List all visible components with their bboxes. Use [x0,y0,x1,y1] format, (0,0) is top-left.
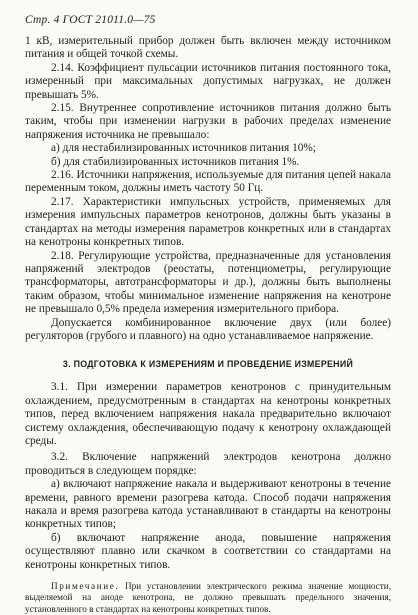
list-item-a-filament: а) включают напряжение накала и выдерживают кенотроны в течение времени, равного времени разогрева катода. Способ подачи напряжения накала и время разогрева катода устанавливают в стандарты на кенотроны конкретных типов; [25,478,391,531]
paragraph-2-14: 2.14. Коэффициент пульсации источников питания постоянного тока, измеренный при максимальных допустимых нагрузках, не должен превышать 5%. [25,61,391,101]
list-item-a-unstabilized: а) для нестабилизированных источников питания 10%; [51,142,316,155]
note-label: Примечание. [51,581,120,592]
paragraph-2-18: 2.18. Регулирующие устройства, предназначенные для установления напряжений электродов (реостаты, потенциометры, регулирующие трансформаторы, автотрансформаторы и др.), должны быть выполнены таким образом, чтобы минимальное изменение напряжения на кенотроне не превышало 0,5% предела измерения измерительного прибора. [25,249,391,316]
note [25,581,391,615]
paragraph-3-2: 3.2. Включение напряжений электродов кенотрона должно проводиться в следующем порядке: [25,451,391,477]
page-header: Стр. 4 ГОСТ 21011.0—75 [25,14,156,26]
list-item-b-anode: б) включают напряжение анода, повышение напряжения осуществляют плавно или скачком в соответствии со стандартами на кенотроны конкретных типов. [25,531,391,571]
note-text: При установлении электрического режима значение мощности, выделяемой на аноде кенотрона, не должно превышать предельного значения, установленного в стандартах на кенотроны конкретных типов. [25,581,391,614]
paragraph-continuation: 1 кВ, измерительный прибор должен быть включен между источником питания и общей точкой схемы. [25,35,391,61]
paragraph-combined-regulators: Допускается комбинированное включение двух (или более) регуляторов (грубого и плавного) на одно устанавливаемое напряжение. [25,316,391,342]
paragraph-2-15: 2.15. Внутреннее сопротивление источников питания должно быть таким, чтобы при изменении нагрузки в рабочих пределах изменение напряжения источника не превышало: [25,102,391,141]
section-heading: 3. ПОДГОТОВКА К ИЗМЕРЕНИЯМ И ПРОВЕДЕНИЕ ИЗМЕРЕНИЙ [62,359,354,370]
paragraph-3-1: 3.1. При измерении параметров кенотронов с принудительным охлаждением, предусмотренным в стандартах на кенотроны конкретных типов, перед включением напряжения накала предварительно включают систему охлаждения, обеспечивающую подачу к кенотрону охлаждающей среды. [25,381,391,447]
list-item-b-stabilized: б) для стабилизированных источников питания 1%. [51,155,300,168]
paragraph-2-17: 2.17. Характеристики импульсных устройств, применяемых для измерения импульсных параметров кенотронов, должны быть указаны в стандартах на методы измерения параметров конкретных или в стандартах на кенотроны конкретных типов. [25,195,391,249]
paragraph-2-16: 2.16. Источники напряжения, используемые для питания цепей накала переменным током, должны иметь частоту 50 Гц. [25,169,391,195]
